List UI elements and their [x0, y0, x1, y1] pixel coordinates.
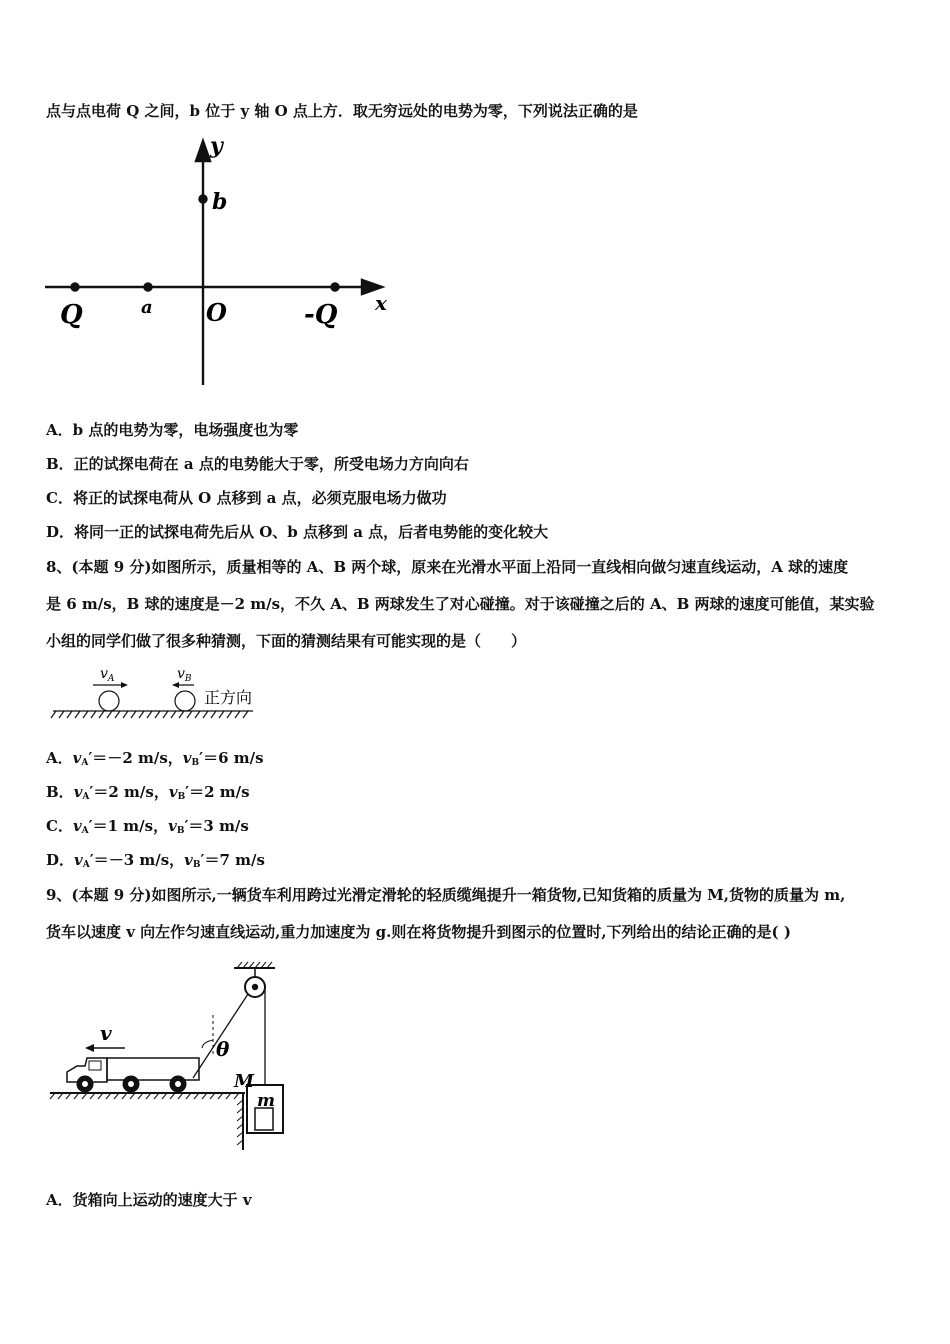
- charge-axes-figure: [40, 135, 400, 390]
- question-7-stem-tail: 点与点电荷 Q 之间，b 位于 y 轴 O 点上方．取无穷远处的电势为零，下列说法正确的是: [46, 102, 638, 120]
- ball-b: [175, 691, 195, 711]
- q7-option-d: D．将同一正的试探电荷先后从 O、b 点移到 a 点，后者电势能的变化较大: [46, 523, 549, 541]
- label-v: v: [100, 1021, 112, 1045]
- q8-stem-line-2: 是 6 m/s，B 球的速度是－2 m/s，不久 A、B 两球发生了对心碰撞。对于该碰撞之后的 A、B 两球的速度可能值，某实验: [46, 595, 875, 613]
- point-neg-q: [332, 284, 339, 291]
- label-x: x: [375, 291, 387, 315]
- label-big-m: M: [234, 1071, 254, 1092]
- point-b: [200, 196, 207, 203]
- q7-option-b: B．正的试探电荷在 a 点的电势能大于零，所受电场力方向向右: [46, 455, 469, 473]
- q7-option-c: C．将正的试探电荷从 O 点移到 a 点，必须克服电场力做功: [46, 489, 447, 507]
- q8-option-c: C．$v_A'=1$ m/s，$v_B'=3$ m/s: [46, 817, 249, 836]
- arrow-vb-head: [172, 682, 179, 688]
- label-q: Q: [60, 300, 83, 330]
- label-o: O: [206, 298, 227, 327]
- truck-bed: [107, 1058, 199, 1080]
- velocity-arrow-head: [85, 1044, 94, 1052]
- cargo-inner: [255, 1108, 273, 1130]
- truck-window: [89, 1061, 101, 1070]
- arrow-va-head: [121, 682, 128, 688]
- label-a: a: [141, 297, 153, 318]
- label-va: $v_A$: [100, 666, 115, 684]
- q8-option-b: B．$v_A'=2$ m/s，$v_B'=2$ m/s: [46, 783, 250, 802]
- ball-a: [99, 691, 119, 711]
- label-direction: 正方向: [204, 688, 253, 707]
- q7-option-a: A．b 点的电势为零，电场强度也为零: [46, 421, 299, 439]
- pulley-axle: [253, 985, 258, 990]
- point-a: [145, 284, 152, 291]
- two-balls-figure: [48, 662, 268, 724]
- label-theta: θ: [216, 1037, 230, 1061]
- ground-hatch: [51, 711, 248, 718]
- label-y: y: [210, 135, 223, 159]
- rope-to-truck: [193, 994, 248, 1078]
- q9-option-a: A．货箱向上运动的速度大于 v: [46, 1191, 252, 1209]
- theta-arc: [202, 1040, 213, 1048]
- y-axis-arrow: [196, 141, 210, 161]
- point-q: [72, 284, 79, 291]
- q8-stem-line-1: 8、(本题 9 分)如图所示，质量相等的 A、B 两个球，原来在光滑水平面上沿同一直线相向做匀速直线运动，A 球的速度: [46, 558, 849, 576]
- label-neg-q: -Q: [304, 300, 338, 330]
- q9-stem-line-2: 货车以速度 v 向左作匀速直线运动,重力加速度为 g.则在将货物提升到图示的位置时,下列给出的结论正确的是( ): [46, 923, 791, 941]
- q8-option-a: A．$v_A'=-2$ m/s，$v_B'=6$ m/s: [46, 749, 264, 768]
- label-vb: $v_B$: [177, 666, 192, 684]
- q8-option-d: D．$v_A'=-3$ m/s，$v_B'=7$ m/s: [46, 851, 265, 870]
- q8-stem-line-3: 小组的同学们做了很多种猜测，下面的猜测结果有可能实现的是（ ）: [46, 632, 527, 650]
- q9-stem-line-1: 9、(本题 9 分)如图所示,一辆货车利用跨过光滑定滑轮的轻质缆绳提升一箱货物,已知货箱的质量为 M,货物的质量为 m,: [46, 886, 846, 904]
- label-small-m: m: [257, 1091, 275, 1111]
- label-b: b: [212, 189, 228, 215]
- truck-pulley-figure: [45, 960, 305, 1155]
